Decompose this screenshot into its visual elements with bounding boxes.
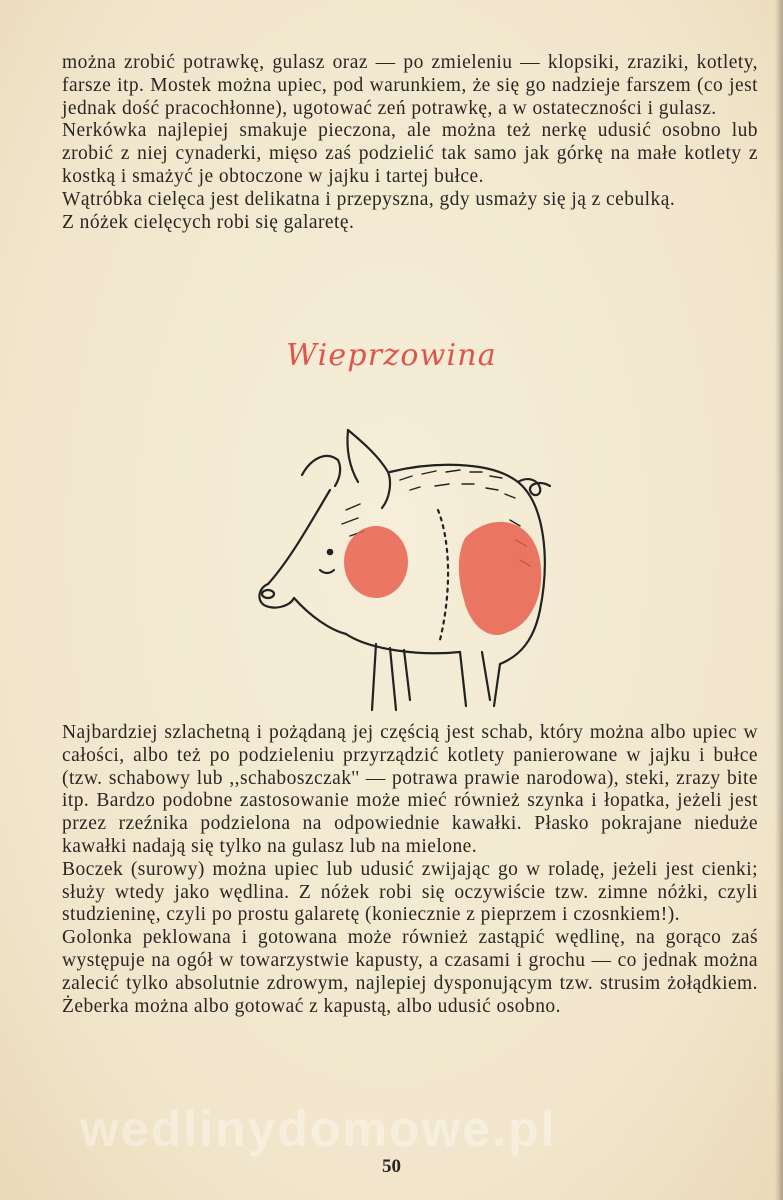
bottom-text-block: [62, 722, 758, 1018]
page-edge: [775, 0, 783, 1200]
paragraph: Boczek (surowy) można upiec lub udusić zwijając go w roladę, jeżeli jest cienki; służy wtedy jako wędlina. Z nóżek robi się oczywiście tzw. zimne nóżki, czyli studzieninę, czyli po prostu galaretę (koniecznie z pieprzem i czosnkiem!).: [62, 858, 758, 926]
section-heading: Wieprzowina: [286, 338, 497, 373]
paragraph: Z nóżek cielęcych robi się galaretę.: [62, 211, 355, 233]
watermark: wedlinydomowe.pl: [80, 1101, 557, 1157]
paragraph: Najbardziej szlachetną i pożądaną jej częścią jest schab, który można albo upiec w całości, albo też po podzieleniu przyrządzić kotlety panierowane w jajku i bułce (tzw. schabowy lub ,,schaboszczak'' — potrawa prawie narodowa), steki, zrazy bite itp. Bardzo podobne zastosowanie może mieć również szynka i łopatka, jeżeli jest przez rzeźnika podzielona na odpowiednie kawałki. Płasko pokrajane nieduże kawałki nadają się tylko na gulasz lub na mielone.: [62, 722, 758, 857]
paragraph: Wątróbka cielęca jest delikatna i przepyszna, gdy usmaży się ją z cebulką.: [62, 188, 676, 210]
paragraph: można zrobić potrawkę, gulasz oraz — po zmieleniu — klopsiki, zraziki, kotlety, farsze itp. Mostek można upiec, pod warunkiem, że się go nadzieje farszem (co jest jednak dość pracochłonne), ugotować zeń potrawkę, a w ostateczności i gulasz.: [62, 52, 758, 119]
paragraph: Nerkówka najlepiej smakuje pieczona, ale można też nerkę udusić osobno lub zrobić z niej cynaderki, mięso zaś podzielić tak samo jak górkę na małe kotlety z kostką i smażyć je obtoczone w jajku i tartej bułce.: [62, 120, 758, 187]
paragraph: Golonka peklowana i gotowana może również zastąpić wędlinę, na gorąco zaś występuje na ogół w towarzystwie kapusty, a czasami i grochu — co jednak można zalecić tylko absolutnie zdrowym, najlepiej dysponującym tzw. strusim żołądkiem. Żeberka można albo gotować z kapustą, albo udusić osobno.: [62, 927, 758, 1017]
top-text-block: [62, 52, 758, 234]
pig-illustration: [250, 420, 570, 720]
page-number: 50: [382, 1156, 401, 1177]
